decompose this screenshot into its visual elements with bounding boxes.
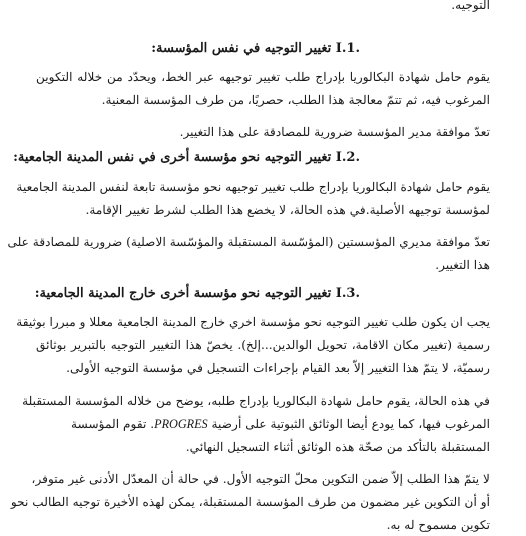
section-2-paragraph-1-line-2: لمؤسسة توجيهه الأصلية.في هذه الحالة، لا يخضع هذا الطلب لشرط تغيير الإقامة. [85, 203, 490, 217]
section-3-paragraph-1-line-1: يجب ان يكون طلب تغيير التوجيه نحو مؤسسة اخري خارج المدينة الجامعية معللا و مبررا بوثيقة [16, 315, 490, 329]
section-3-paragraph-3-line-3: تكوين مسموح له به. [386, 518, 490, 532]
section-3-paragraph-2-line-2 [71, 413, 490, 435]
section-2-title: .2.I تغيير التوجيه نحو مؤسسة أخرى في نفس المدينة الجامعية: [13, 150, 360, 165]
section-3-paragraph-2-line-2-part-b: . تقوم المؤسسة [71, 417, 155, 431]
section-2-paragraph-1-line-1: يقوم حامل شهادة البكالوريا بإدراج طلب تغيير توجيهه نحو مؤسسة تابعة لنفس المدينة الجامعية [16, 180, 490, 194]
section-3-paragraph-1-line-3: رسميّة، لا يتمّ هذا التغيير إلاّ بعد القيام بإجراءات التسجيل في مؤسسة التوجيه الأولى. [66, 361, 490, 375]
section-2-paragraph-2-line-1: تعدّ موافقة مديري المؤسستين (المؤسّسة المستقبلة والمؤسّسة الاصلية) ضرورية للمصادقة على [7, 235, 490, 249]
section-3-paragraph-3-line-1: لا يتمّ هذا الطلب إلاّ ضمن التكوين محلّ التوجيه الأول. في حالة أن المعدّل الأدنى غير متوفر، [31, 472, 490, 486]
section-1-title: .1.I تغيير التوجيه في نفس المؤسسة: [151, 41, 360, 56]
progres-platform-name: PROGRES [154, 417, 208, 431]
section-3-paragraph-1-line-2: رسمية (تغيير مكان الاقامة، تحويل الوالدين...إلخ). يخصّ هذا التغيير التوجيه بالتبرير بوثائق [36, 338, 490, 352]
section-3-paragraph-2-line-2-part-a: المرغوب فيها، كما يودع أيضا الوثائق الثبوتية على أرضية [211, 417, 490, 431]
section-3-title: .3.I تغيير التوجيه نحو مؤسسة أخرى خارج المدينة الجامعية: [34, 286, 360, 301]
section-1-paragraph-1-line-1: يقوم حامل شهادة البكالوريا بإدراج طلب تغيير توجيهه عبر الخط، ويحدّد من خلاله التكوين [36, 70, 490, 84]
top-fragment: التوجيه. [451, 0, 490, 12]
section-2-paragraph-2-line-2: هذا التغيير. [435, 258, 490, 272]
section-3-paragraph-3-line-2: أو أن التكوين غير مضمون من طرف المؤسسة المستقبلة، يمكن لهذه الأخيرة توجيه الطالب نحو [10, 495, 490, 509]
section-1-paragraph-2: تعدّ موافقة مدير المؤسسة ضرورية للمصادقة على هذا التغيير. [179, 125, 490, 139]
section-3-paragraph-2-line-1: في هذه الحالة، يقوم حامل شهادة البكالوريا بإدراج طلبه، يوضح من خلاله المؤسسة المستقبلة [22, 394, 490, 408]
section-3-paragraph-2-line-3: المستقبلة بالتأكد من صحّة هذه الوثائق أثناء التسجيل النهائي. [185, 440, 490, 454]
section-1-paragraph-1-line-2: المرغوب فيه، ثم تتمّ معالجة هذا الطلب، حصريًا، من طرف المؤسسة المعنية. [101, 93, 490, 107]
